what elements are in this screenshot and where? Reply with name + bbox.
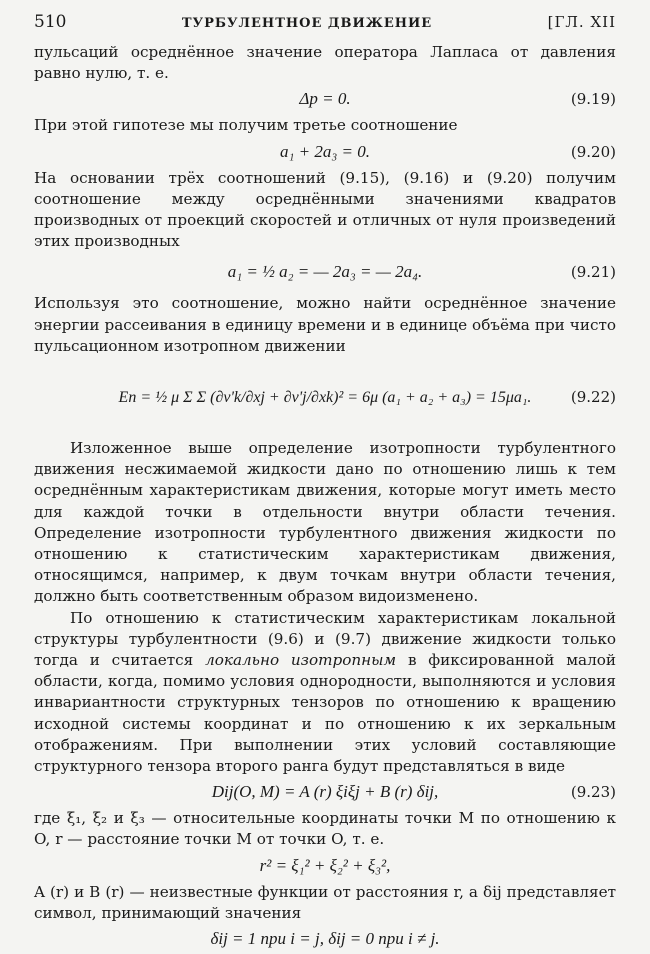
paragraph-2: При этой гипотезе мы получим третье соотношение [34,116,458,135]
paragraph-4: Используя это соотношение, можно найти осреднённое значение энергии рассеивания в единицу времени и в единице объёма при чисто пульсационном изотропном движении [34,294,616,355]
italic-term: локально изотропным [205,651,397,670]
equation-number: (9.20) [570,142,616,161]
paragraph-6-end: в фиксированной малой области, когда, помимо условия однородности, выполняются и условия инвариантности структурных тензоров по отношению к вращению исходной системы координат и по отношению к их зеркальным отображениям. При выполнении этих условий составляющие структурного тензора второго ранга будут представляться в виде [34,651,616,776]
equation-number: (9.23) [570,783,616,802]
paragraph-6-start: По отношению к статистическим характеристикам локальной структуры турбулентности (9.6) и (9.7) движение жидкости только тогда и считается [34,608,616,670]
running-title: ТУРБУЛЕНТНОЕ ДВИЖЕНИЕ [181,16,433,31]
equation-9-22 [34,360,616,434]
equation-9-21 [34,255,616,289]
equation-number: (9.21) [570,263,616,282]
equation-body: a₁ = ½ a₂ = — 2a₃ = — 2a₄. [227,262,423,282]
equation-number: (9.19) [570,90,616,109]
equation-9-20 [34,140,616,164]
equation-9-19 [34,87,616,111]
paragraph-7: где ξ₁, ξ₂ и ξ₃ — относительные координаты точки M по отношению к O, r — расстояние точки M от точки O, т. е. [34,809,616,849]
equation-r-squared [34,854,616,878]
equation-kronecker-delta [34,927,616,951]
equation-body: δij = 1 при i = j, δij = 0 при i ≠ j. [210,929,440,949]
paragraph-6 [34,608,616,778]
equation-body: a₁ + 2a₃ = 0. [279,141,370,161]
equation-body: r² = ξ₁² + ξ₂² + ξ₃², [259,855,391,875]
equation-body: Δp = 0. [299,89,351,109]
page-number: 510 [34,12,67,32]
equation-body: Dij(O, M) = A (r) ξiξj + B (r) δij, [211,782,439,802]
equation-9-23 [34,780,616,804]
paragraph-8: A (r) и B (r) — неизвестные функции от расстояния r, а δij представляет символ, принимающий значения [34,882,616,922]
equation-number: (9.22) [570,388,616,407]
paragraph-1: пульсаций осреднённое значение оператора Лапласа от давления равно нулю, т. е. [34,43,616,83]
page-header [34,12,616,42]
paragraph-5: Изложенное выше определение изотропности турбулентного движения несжимаемой жидкости дано по отношению лишь к тем осреднённым характеристикам движения, которые могут иметь место для каждой точки в отдельности внутри области течения. Определение изотропности турбулентного движения жидкости по отношению к статистическим характеристикам движения, относящимся, например, к двум точкам внутри области течения, должно быть соответственным образом видоизменено. [34,439,616,606]
paragraph-3: На основании трёх соотношений (9.15), (9.16) и (9.20) получим соотношение между осреднёнными значениями квадратов производных от проекций скоростей и отличных от нуля произведений этих производных [34,168,616,251]
equation-body: Eп = ½ μ Σ Σ (∂v'k/∂xj + ∂v'j/∂xk)² = 6μ (a₁ + a₂ + a₃) = 15μa₁. [118,389,532,407]
chapter-label: [ГЛ. XII [547,13,616,31]
